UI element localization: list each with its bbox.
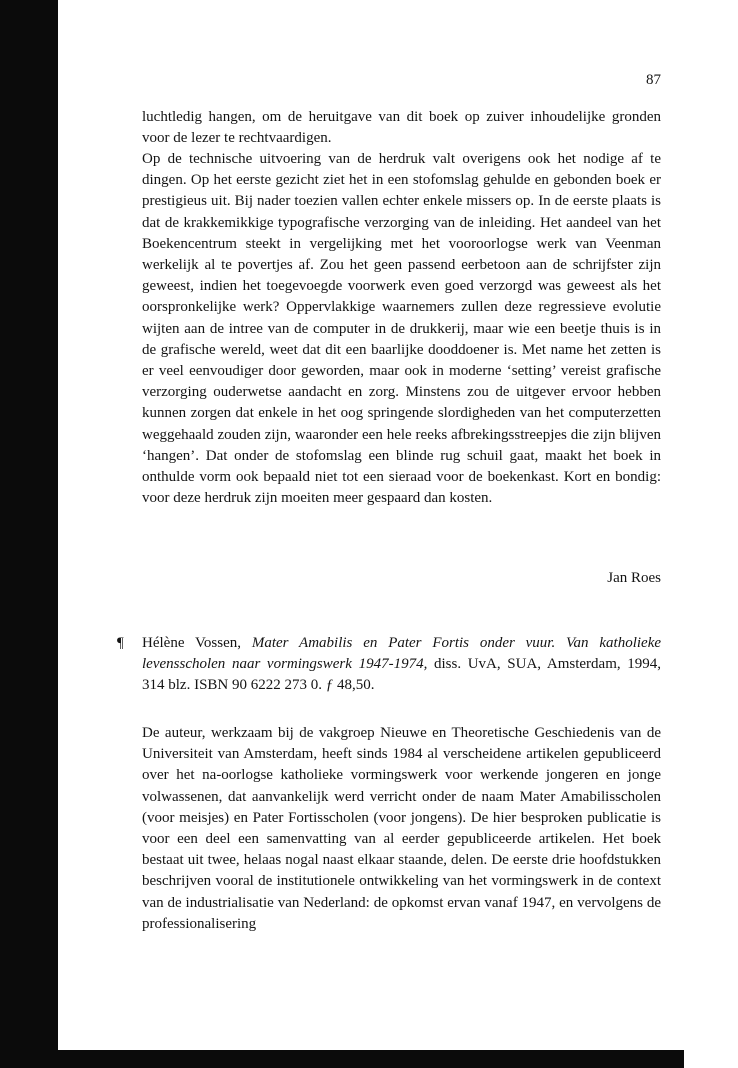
- scan-edge-left: [0, 0, 58, 1068]
- review1-paragraph-1: luchtledig hangen, om de heruitgave van dit boek op zuiver inhoudelijke gronden voor de lezer te rechtvaardigen.: [142, 109, 661, 147]
- reference-title: Mater Amabilis en Pater Fortis onder vuur. Van katholieke levensscholen naar vormingswerk 1947-1974,: [142, 635, 662, 673]
- book-reference: [142, 633, 661, 697]
- pilcrow-icon: ¶: [117, 635, 124, 651]
- page-number: 87: [646, 72, 661, 88]
- review1-author: Jan Roes: [607, 570, 661, 586]
- reference-price: 48,50.: [337, 677, 375, 694]
- reference-currency: ƒ: [325, 677, 334, 694]
- reference-details: diss. UvA, SUA, Amsterdam, 1994, 314 blz. ISBN 90 6222 273 0.: [142, 656, 662, 694]
- scan-edge-bottom: [58, 1050, 684, 1068]
- review1-paragraph-2: Op de technische uitvoering van de herdruk valt overigens ook het nodige af te dingen. Op het eerste gezicht ziet het in een stofomslag gehulde en gebonden boek er prestigieus uit. Bij nader toezien vallen echter enkele missers op. In de eerste plaats is dat de krakkemikkige typografische verzorging van de inleiding. Het aandeel van het Boekencentrum steekt in vergelijking met het vooroorlogse werk van Veenman werkelijk al te povertjes af. Zou het geen passend eerbetoon aan de schrijfster zijn geweest, indien het toegevoegde voorwerk even goed verzorgd was geweest als het oorspronkelijke werk? Oppervlakkige waarnemers zullen deze regressieve evolutie wijten aan de intree van de computer in de drukkerij, maar wie een beetje thuis is in de grafische wereld, weet dat dit een baarlijke dooddoener is. Met name het zetten is er veel eenvoudiger door geworden, maar ook in moderne ‘setting’ vereist grafische verzorging ouderwetse aandacht en zorg. Minstens zou de uitgever ervoor hebben kunnen zorgen dat enkele in het oog springende slordigheden van het computerzetten weggehaald zouden zijn, waaronder een hele reeks afbrekingsstreepjes die zijn blijven ‘hangen’. Dat onder de stofomslag een blinde rug schuil gaat, maakt het boek in onthulde vorm ook bepaald niet tot een sieraad voor de boekenkast. Kort en bondig: voor deze herdruk zijn moeiten meer gespaard dan kosten.: [142, 151, 661, 507]
- review2-paragraph-1: De auteur, werkzaam bij de vakgroep Nieuwe en Theoretische Geschiedenis van de Universiteit van Amsterdam, heeft sinds 1984 al verscheidene artikelen gepubliceerd over het na-oorlogse katholieke vormingswerk voor werkende jongeren en jonge volwassenen, dat aanvankelijk werd verricht onder de naam Mater Amabilisscholen (voor meisjes) en Pater Fortisscholen (voor jongens). De hier besproken publicatie is voor een deel een samenvatting van al eerder gepubliceerde artikelen. Het boek bestaat uit twee, helaas nogal naast elkaar staande, delen. De eerste drie hoofdstukken beschrijven vooral de institutionele ontwikkeling van het vormingswerk in de context van de industrialisatie van Nederland: de opkomst ervan vanaf 1947, en vervolgens de professionalisering: [142, 725, 661, 932]
- reference-author: Hélène Vossen,: [142, 635, 242, 651]
